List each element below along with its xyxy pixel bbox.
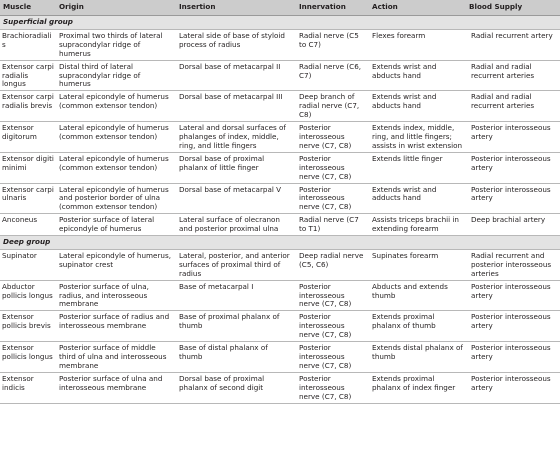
- blood-supply-cell: Posterior interosseous artery: [466, 122, 560, 153]
- blood-supply-cell: Posterior interosseous artery: [466, 280, 560, 311]
- action-cell: Extends wrist and adducts hand: [369, 183, 466, 214]
- table-row: [0, 372, 560, 403]
- header-row: [0, 0, 560, 16]
- muscle-cell: Brachioradialis: [0, 29, 56, 60]
- insertion-cell: Dorsal base of metacarpal II: [176, 60, 296, 91]
- insertion-cell: Dorsal base of proximal phalanx of second digit: [176, 372, 296, 403]
- blood-supply-cell: Posterior interosseous artery: [466, 311, 560, 342]
- origin-cell: Lateral epicondyle of humerus (common extensor tendon): [56, 152, 176, 183]
- action-cell: Extends wrist and abducts hand: [369, 91, 466, 122]
- header-blood-supply: Blood Supply: [466, 0, 560, 16]
- innervation-cell: Posterior interosseous nerve (C7, C8): [296, 342, 369, 373]
- insertion-cell: Dorsal base of proximal phalanx of little finger: [176, 152, 296, 183]
- innervation-cell: Posterior interosseous nerve (C7, C8): [296, 311, 369, 342]
- innervation-cell: Posterior interosseous nerve (C7, C8): [296, 122, 369, 153]
- origin-cell: Proximal two thirds of lateral supracondylar ridge of humerus: [56, 29, 176, 60]
- origin-cell: Lateral epicondyle of humerus (common extensor tendon): [56, 91, 176, 122]
- muscle-cell: Extensor carpi radialis longus: [0, 60, 56, 91]
- header-origin: Origin: [56, 0, 176, 16]
- innervation-cell: Radial nerve (C5 to C7): [296, 29, 369, 60]
- blood-supply-cell: Radial recurrent artery: [466, 29, 560, 60]
- muscle-cell: Extensor pollicis brevis: [0, 311, 56, 342]
- muscle-cell: Extensor digiti minimi: [0, 152, 56, 183]
- insertion-cell: Lateral side of base of styloid process of radius: [176, 29, 296, 60]
- table-row: [0, 183, 560, 214]
- table-row: [0, 60, 560, 91]
- origin-cell: Lateral epicondyle of humerus (common extensor tendon): [56, 122, 176, 153]
- insertion-cell: Lateral surface of olecranon and posterior proximal ulna: [176, 214, 296, 236]
- origin-cell: Posterior surface of middle third of ulna and interosseous membrane: [56, 342, 176, 373]
- action-cell: Extends distal phalanx of thumb: [369, 342, 466, 373]
- muscle-cell: Extensor carpi ulnaris: [0, 183, 56, 214]
- insertion-cell: Lateral and dorsal surfaces of phalanges of index, middle, ring, and little fingers: [176, 122, 296, 153]
- group-header-row: [0, 16, 560, 30]
- innervation-cell: Posterior interosseous nerve (C7, C8): [296, 372, 369, 403]
- action-cell: Flexes forearm: [369, 29, 466, 60]
- muscle-cell: Extensor indicis: [0, 372, 56, 403]
- table-row: [0, 214, 560, 236]
- muscle-cell: Extensor digitorum: [0, 122, 56, 153]
- innervation-cell: Radial nerve (C7 to T1): [296, 214, 369, 236]
- action-cell: Extends proximal phalanx of index finger: [369, 372, 466, 403]
- muscle-cell: Anconeus: [0, 214, 56, 236]
- innervation-cell: Posterior interosseous nerve (C7, C8): [296, 183, 369, 214]
- blood-supply-cell: Deep brachial artery: [466, 214, 560, 236]
- origin-cell: Posterior surface of ulna, radius, and interosseous membrane: [56, 280, 176, 311]
- action-cell: Extends little finger: [369, 152, 466, 183]
- insertion-cell: Lateral, posterior, and anterior surfaces of proximal third of radius: [176, 249, 296, 280]
- header-muscle: Muscle: [0, 0, 56, 16]
- table-row: [0, 122, 560, 153]
- origin-cell: Posterior surface of ulna and interosseous membrane: [56, 372, 176, 403]
- header-action: Action: [369, 0, 466, 16]
- blood-supply-cell: Posterior interosseous artery: [466, 372, 560, 403]
- origin-cell: Posterior surface of lateral epicondyle of humerus: [56, 214, 176, 236]
- innervation-cell: Radial nerve (C6, C7): [296, 60, 369, 91]
- muscle-cell: Extensor carpi radialis brevis: [0, 91, 56, 122]
- action-cell: Extends proximal phalanx of thumb: [369, 311, 466, 342]
- action-cell: Extends index, middle, ring, and little fingers; assists in wrist extension: [369, 122, 466, 153]
- action-cell: Supinates forearm: [369, 249, 466, 280]
- insertion-cell: Base of distal phalanx of thumb: [176, 342, 296, 373]
- origin-cell: Posterior surface of radius and interosseous membrane: [56, 311, 176, 342]
- insertion-cell: Base of metacarpal I: [176, 280, 296, 311]
- blood-supply-cell: Posterior interosseous artery: [466, 342, 560, 373]
- blood-supply-cell: Posterior interosseous artery: [466, 183, 560, 214]
- innervation-cell: Posterior interosseous nerve (C7, C8): [296, 280, 369, 311]
- innervation-cell: Posterior interosseous nerve (C7, C8): [296, 152, 369, 183]
- action-cell: Assists triceps brachii in extending forearm: [369, 214, 466, 236]
- table-row: [0, 29, 560, 60]
- table-row: [0, 91, 560, 122]
- innervation-cell: Deep radial nerve (C5, C6): [296, 249, 369, 280]
- group-header-row: [0, 236, 560, 250]
- header-insertion: Insertion: [176, 0, 296, 16]
- group-label: Deep group: [0, 236, 560, 250]
- insertion-cell: Base of proximal phalanx of thumb: [176, 311, 296, 342]
- action-cell: Extends wrist and abducts hand: [369, 60, 466, 91]
- table-row: [0, 152, 560, 183]
- origin-cell: Lateral epicondyle of humerus, supinator crest: [56, 249, 176, 280]
- muscle-cell: Abductor pollicis longus: [0, 280, 56, 311]
- origin-cell: Distal third of lateral supracondylar ridge of humerus: [56, 60, 176, 91]
- table-row: [0, 280, 560, 311]
- origin-cell: Lateral epicondyle of humerus and posterior border of ulna (common extensor tendon): [56, 183, 176, 214]
- innervation-cell: Deep branch of radial nerve (C7, C8): [296, 91, 369, 122]
- insertion-cell: Dorsal base of metacarpal III: [176, 91, 296, 122]
- table-row: [0, 311, 560, 342]
- table-row: [0, 342, 560, 373]
- table-body: [0, 16, 560, 404]
- table-row: [0, 249, 560, 280]
- blood-supply-cell: Radial recurrent and posterior interosseous arteries: [466, 249, 560, 280]
- insertion-cell: Dorsal base of metacarpal V: [176, 183, 296, 214]
- muscle-cell: Supinator: [0, 249, 56, 280]
- action-cell: Abducts and extends thumb: [369, 280, 466, 311]
- blood-supply-cell: Posterior interosseous artery: [466, 152, 560, 183]
- header-innervation: Innervation: [296, 0, 369, 16]
- blood-supply-cell: Radial and radial recurrent arteries: [466, 60, 560, 91]
- muscle-cell: Extensor pollicis longus: [0, 342, 56, 373]
- table-header: [0, 0, 560, 16]
- blood-supply-cell: Radial and radial recurrent arteries: [466, 91, 560, 122]
- group-label: Superficial group: [0, 16, 560, 30]
